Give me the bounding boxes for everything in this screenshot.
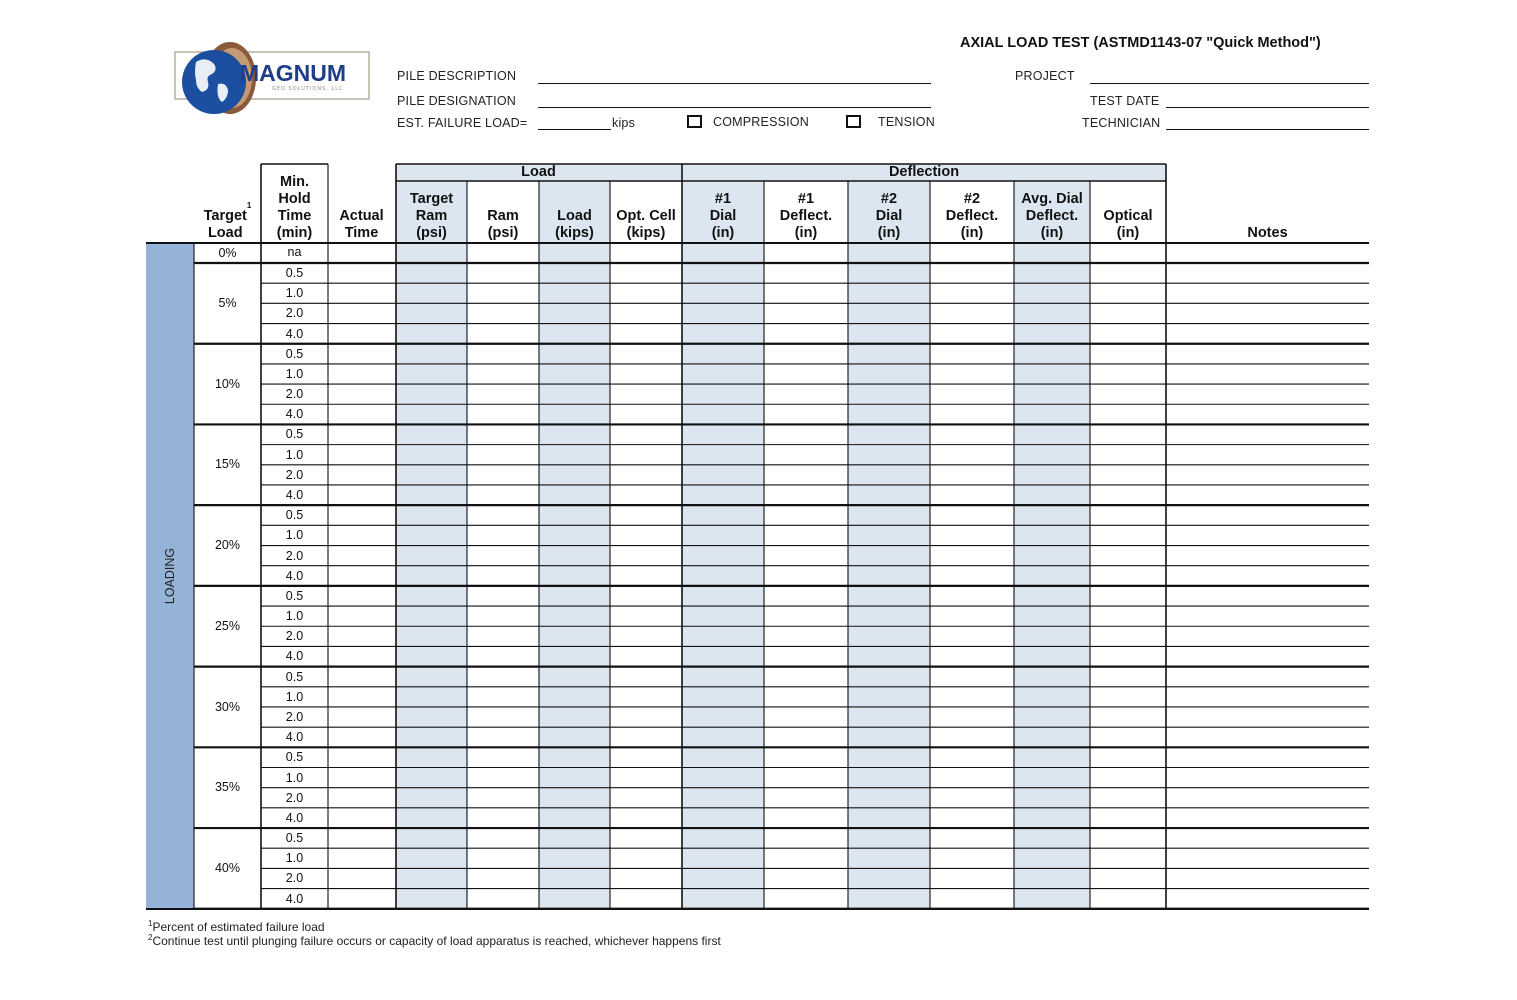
footnote-1 <box>148 919 325 934</box>
hold-time-cell: 1.0 <box>285 689 304 704</box>
target-load-cell: 5% <box>218 296 237 310</box>
avg-dial-column-band <box>1014 182 1090 909</box>
hold-time-cell: 1.0 <box>285 286 304 301</box>
hold-time-cell: 4.0 <box>285 568 304 583</box>
tension-checkbox[interactable] <box>846 115 861 128</box>
compression-label: COMPRESSION <box>713 115 809 129</box>
min-hold-time-header: Min. Hold Time (min) <box>276 174 313 241</box>
footnote-2-text: Continue test until plunging failure occurs or capacity of load apparatus is reached, whichever happens first <box>152 934 721 948</box>
hold-time-cell: 0.5 <box>285 588 304 603</box>
deflection-group-header: Deflection <box>888 164 960 180</box>
hold-time-cell: 2.0 <box>285 629 304 644</box>
hold-time-cell: 2.0 <box>285 709 304 724</box>
target-load-cell: 10% <box>214 376 241 391</box>
pile-description-field[interactable] <box>538 83 931 84</box>
hold-time-cell: 0.5 <box>285 508 304 523</box>
dial1-column-band <box>682 182 764 909</box>
technician-label: TECHNICIAN <box>1082 116 1161 130</box>
load-kips-header: Load (kips) <box>555 208 594 241</box>
hold-time-cell: 4.0 <box>285 407 304 422</box>
hold-time-cell: 4.0 <box>285 730 304 745</box>
hold-time-cell: 4.0 <box>285 487 304 502</box>
pile-description-label: PILE DESCRIPTION <box>397 69 517 83</box>
opt-cell-header: Opt. Cell (kips) <box>616 208 676 241</box>
hold-time-cell: 4.0 <box>285 891 304 906</box>
hold-time-cell: 1.0 <box>285 609 304 624</box>
hold-time-cell: 1.0 <box>285 770 304 785</box>
footnote-2 <box>148 933 721 948</box>
hold-time-cell: 4.0 <box>285 326 304 341</box>
hold-time-cell: 2.0 <box>285 306 304 321</box>
logo-brand-text: MAGNUM <box>240 60 347 86</box>
hold-time-cell: 2.0 <box>285 467 304 482</box>
target-load-cell: 35% <box>214 780 241 795</box>
pile-designation-field[interactable] <box>538 107 931 108</box>
target-ram-header: Target Ram (psi) <box>409 191 454 241</box>
hold-time-cell: 0.5 <box>285 427 304 442</box>
project-field[interactable] <box>1090 83 1369 84</box>
hold-time-cell: 2.0 <box>285 548 304 563</box>
magnum-logo <box>174 40 370 118</box>
target-load-header <box>194 170 261 242</box>
hold-time-cell-zero: na <box>287 245 302 259</box>
target-load-cell: 25% <box>214 618 241 633</box>
hold-time-cell: 2.0 <box>285 871 304 886</box>
target-load-cell: 30% <box>214 699 241 714</box>
hold-time-cell: 2.0 <box>285 387 304 402</box>
dial2-header: #2 Dial (in) <box>875 191 903 241</box>
technician-field[interactable] <box>1166 129 1369 130</box>
loading-section-label: LOADING <box>163 547 177 605</box>
deflect1-header: #1 Deflect. (in) <box>779 191 833 241</box>
pile-designation-label: PILE DESIGNATION <box>397 94 516 108</box>
tension-label: TENSION <box>878 115 935 129</box>
hold-time-cell: 0.5 <box>285 831 304 846</box>
avg-dial-deflect-header: Avg. Dial Deflect. (in) <box>1021 191 1083 241</box>
optical-header: Optical (in) <box>1103 208 1153 241</box>
hold-time-cell: 4.0 <box>285 810 304 825</box>
page-title: AXIAL LOAD TEST (ASTMD1143-07 "Quick Method") <box>960 35 1321 51</box>
target-load-footnote-mark: 1 <box>246 201 252 210</box>
hold-time-cell: 4.0 <box>285 649 304 664</box>
hold-time-cell: 1.0 <box>285 366 304 381</box>
kips-unit-label: kips <box>612 116 636 130</box>
hold-time-cell: 0.5 <box>285 669 304 684</box>
load-kips-column-band <box>539 182 610 909</box>
target-load-cell: 40% <box>214 861 241 876</box>
est-failure-load-field[interactable] <box>538 129 611 130</box>
hold-time-cell: 0.5 <box>285 346 304 361</box>
notes-header: Notes <box>1247 225 1288 241</box>
hold-time-cell: 2.0 <box>285 790 304 805</box>
hold-time-cell: 1.0 <box>285 447 304 462</box>
target-load-cell: 20% <box>214 538 241 553</box>
deflect2-header: #2 Deflect. (in) <box>945 191 999 241</box>
hold-time-cell: 0.5 <box>285 750 304 765</box>
compression-checkbox[interactable] <box>687 115 702 128</box>
target-load-cell-zero: 0% <box>218 246 237 260</box>
load-group-header: Load <box>521 164 556 180</box>
test-date-field[interactable] <box>1166 107 1369 108</box>
est-failure-load-label: EST. FAILURE LOAD= <box>397 116 528 130</box>
actual-time-header: Actual Time <box>339 208 384 241</box>
footnote-1-text: Percent of estimated failure load <box>152 920 325 934</box>
project-label: PROJECT <box>1015 69 1075 83</box>
hold-time-cell: 1.0 <box>285 851 304 866</box>
hold-time-cell: 0.5 <box>285 266 304 280</box>
target-ram-column-band <box>396 182 467 909</box>
ram-header: Ram (psi) <box>487 208 519 241</box>
target-load-cell: 15% <box>214 457 241 472</box>
test-date-label: TEST DATE <box>1090 94 1160 108</box>
logo-subtitle-text: GEO SOLUTIONS, LLC <box>272 86 344 92</box>
footnote-1-mark: 1 <box>148 919 153 928</box>
dial1-header: #1 Dial (in) <box>709 191 737 241</box>
target-load-header-text: Target Load <box>203 208 247 241</box>
dial2-column-band <box>848 182 930 909</box>
footnote-2-mark: 2 <box>148 933 153 942</box>
hold-time-cell: 1.0 <box>285 528 304 543</box>
